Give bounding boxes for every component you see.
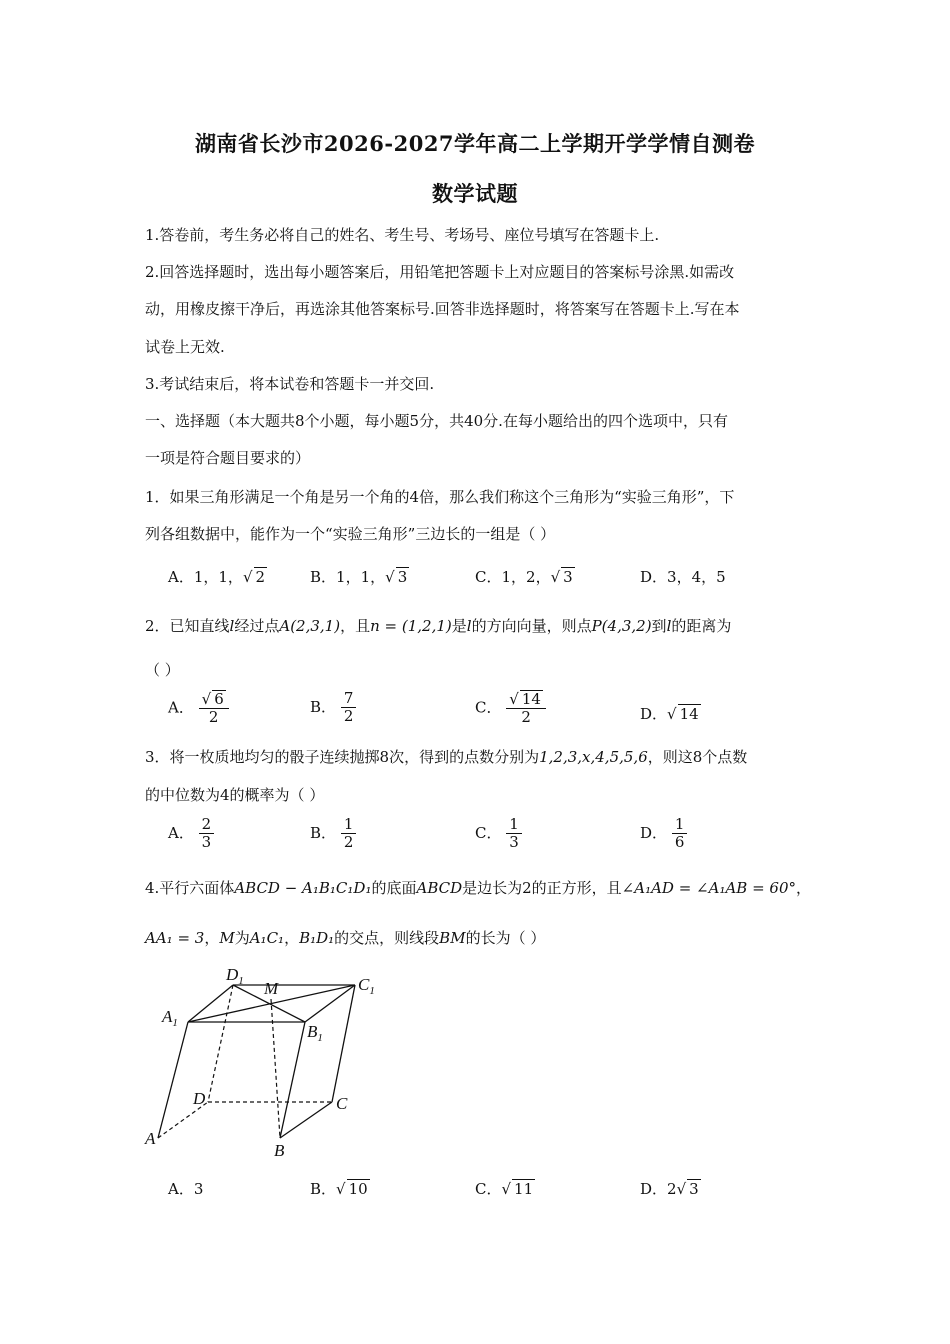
instruction-2c: 试卷上无效. — [145, 338, 225, 356]
q2-option-a[interactable]: A． $\frac{√ 6}{2}$ — [168, 690, 229, 727]
q4-stem: 4.平行六面体ABCD − A₁B₁C₁D₁的底面ABCD是边长为2的正方形，且∠A₁AD = ∠A₁AB = 60°， — [145, 879, 812, 897]
label-A: A — [145, 1129, 156, 1148]
parallelepiped-figure — [140, 960, 400, 1165]
instruction-2: 2.回答选择题时，选出每小题答案后，用铅笔把答题卡上对应题目的答案标号涂黑.如需改 — [145, 263, 735, 281]
q1-option-a[interactable]: A．1，1，√ 2 — [168, 568, 266, 586]
label-D: D — [193, 1089, 206, 1108]
q1-stem-cont: 列各组数据中，能作为一个“实验三角形”三边长的一组是（ ） — [145, 525, 556, 543]
q3-option-d[interactable]: D． $\frac{1}{6}$ — [640, 816, 687, 852]
q2-stem: 2．已知直线l经过点A(2,3,1)，且n = (1,2,1)是l的方向向量，则点P(4,3,2)到l的距离为 — [145, 617, 732, 635]
instruction-3: 3.考试结束后，将本试卷和答题卡一并交回. — [145, 375, 435, 393]
instruction-2b: 动，用橡皮擦干净后，再选涂其他答案标号.回答非选择题时，将答案写在答题卡上.写在本 — [145, 300, 740, 318]
page-subtitle: 数学试题 — [432, 181, 518, 206]
page-title: 湖南省长沙市2026-2027学年高二上学期开学学情自测卷 — [194, 131, 756, 156]
section-heading: 一、选择题（本大题共8个小题，每小题5分，共40分.在每小题给出的四个选项中，只有 — [145, 412, 728, 430]
label-B: B — [274, 1141, 285, 1160]
q2-option-c[interactable]: C． $\frac{√ 14}{2}$ — [475, 690, 546, 727]
section-heading-cont: 一项是符合题目要求的） — [145, 449, 311, 467]
q1-option-c[interactable]: C．1，2，√ 3 — [475, 568, 573, 586]
label-D1: $D_1$ — [226, 965, 244, 987]
q4-option-b[interactable]: B．√ 10 — [310, 1180, 368, 1198]
q4-option-c[interactable]: C．√ 11 — [475, 1180, 534, 1198]
q3-stem-cont: 的中位数为4的概率为（ ） — [145, 786, 325, 804]
q3-stem: 3．将一枚质地均匀的骰子连续抛掷8次，得到的点数分别为1,2,3,x,4,5,5,6，则这8个点数 — [145, 748, 748, 766]
q2-option-d[interactable]: D．√ 14 — [640, 705, 699, 723]
label-C: C — [336, 1094, 348, 1113]
label-C1: $C_1$ — [358, 975, 375, 997]
label-B1: $B_1$ — [307, 1022, 323, 1044]
q4-option-d[interactable]: D．2√ 3 — [640, 1180, 699, 1198]
label-M: M — [264, 979, 279, 998]
q4-option-a[interactable]: A．3 — [168, 1180, 204, 1198]
q2-paren: （ ） — [145, 661, 180, 679]
instruction-1: 1.答卷前，考生务必将自己的姓名、考生号、考场号、座位号填写在答题卡上. — [145, 226, 660, 244]
q3-option-a[interactable]: A． $\frac{2}{3}$ — [168, 816, 214, 852]
q4-stem-cont: AA₁ = 3，M为A₁C₁，B₁D₁的交点，则线段BM的长为（ ） — [145, 929, 546, 947]
q1-option-d[interactable]: D．3，4，5 — [640, 568, 726, 586]
q3-option-c[interactable]: C． $\frac{1}{3}$ — [475, 816, 522, 852]
q2-option-b[interactable]: B． $\frac{7}{2}$ — [310, 690, 356, 726]
q3-option-b[interactable]: B． $\frac{1}{2}$ — [310, 816, 356, 852]
q1-stem: 1．如果三角形满足一个角是另一个角的4倍，那么我们称这个三角形为“实验三角形”，下 — [145, 488, 735, 506]
q1-option-b[interactable]: B．1，1，√ 3 — [310, 568, 408, 586]
label-A1: $A_1$ — [162, 1007, 178, 1029]
